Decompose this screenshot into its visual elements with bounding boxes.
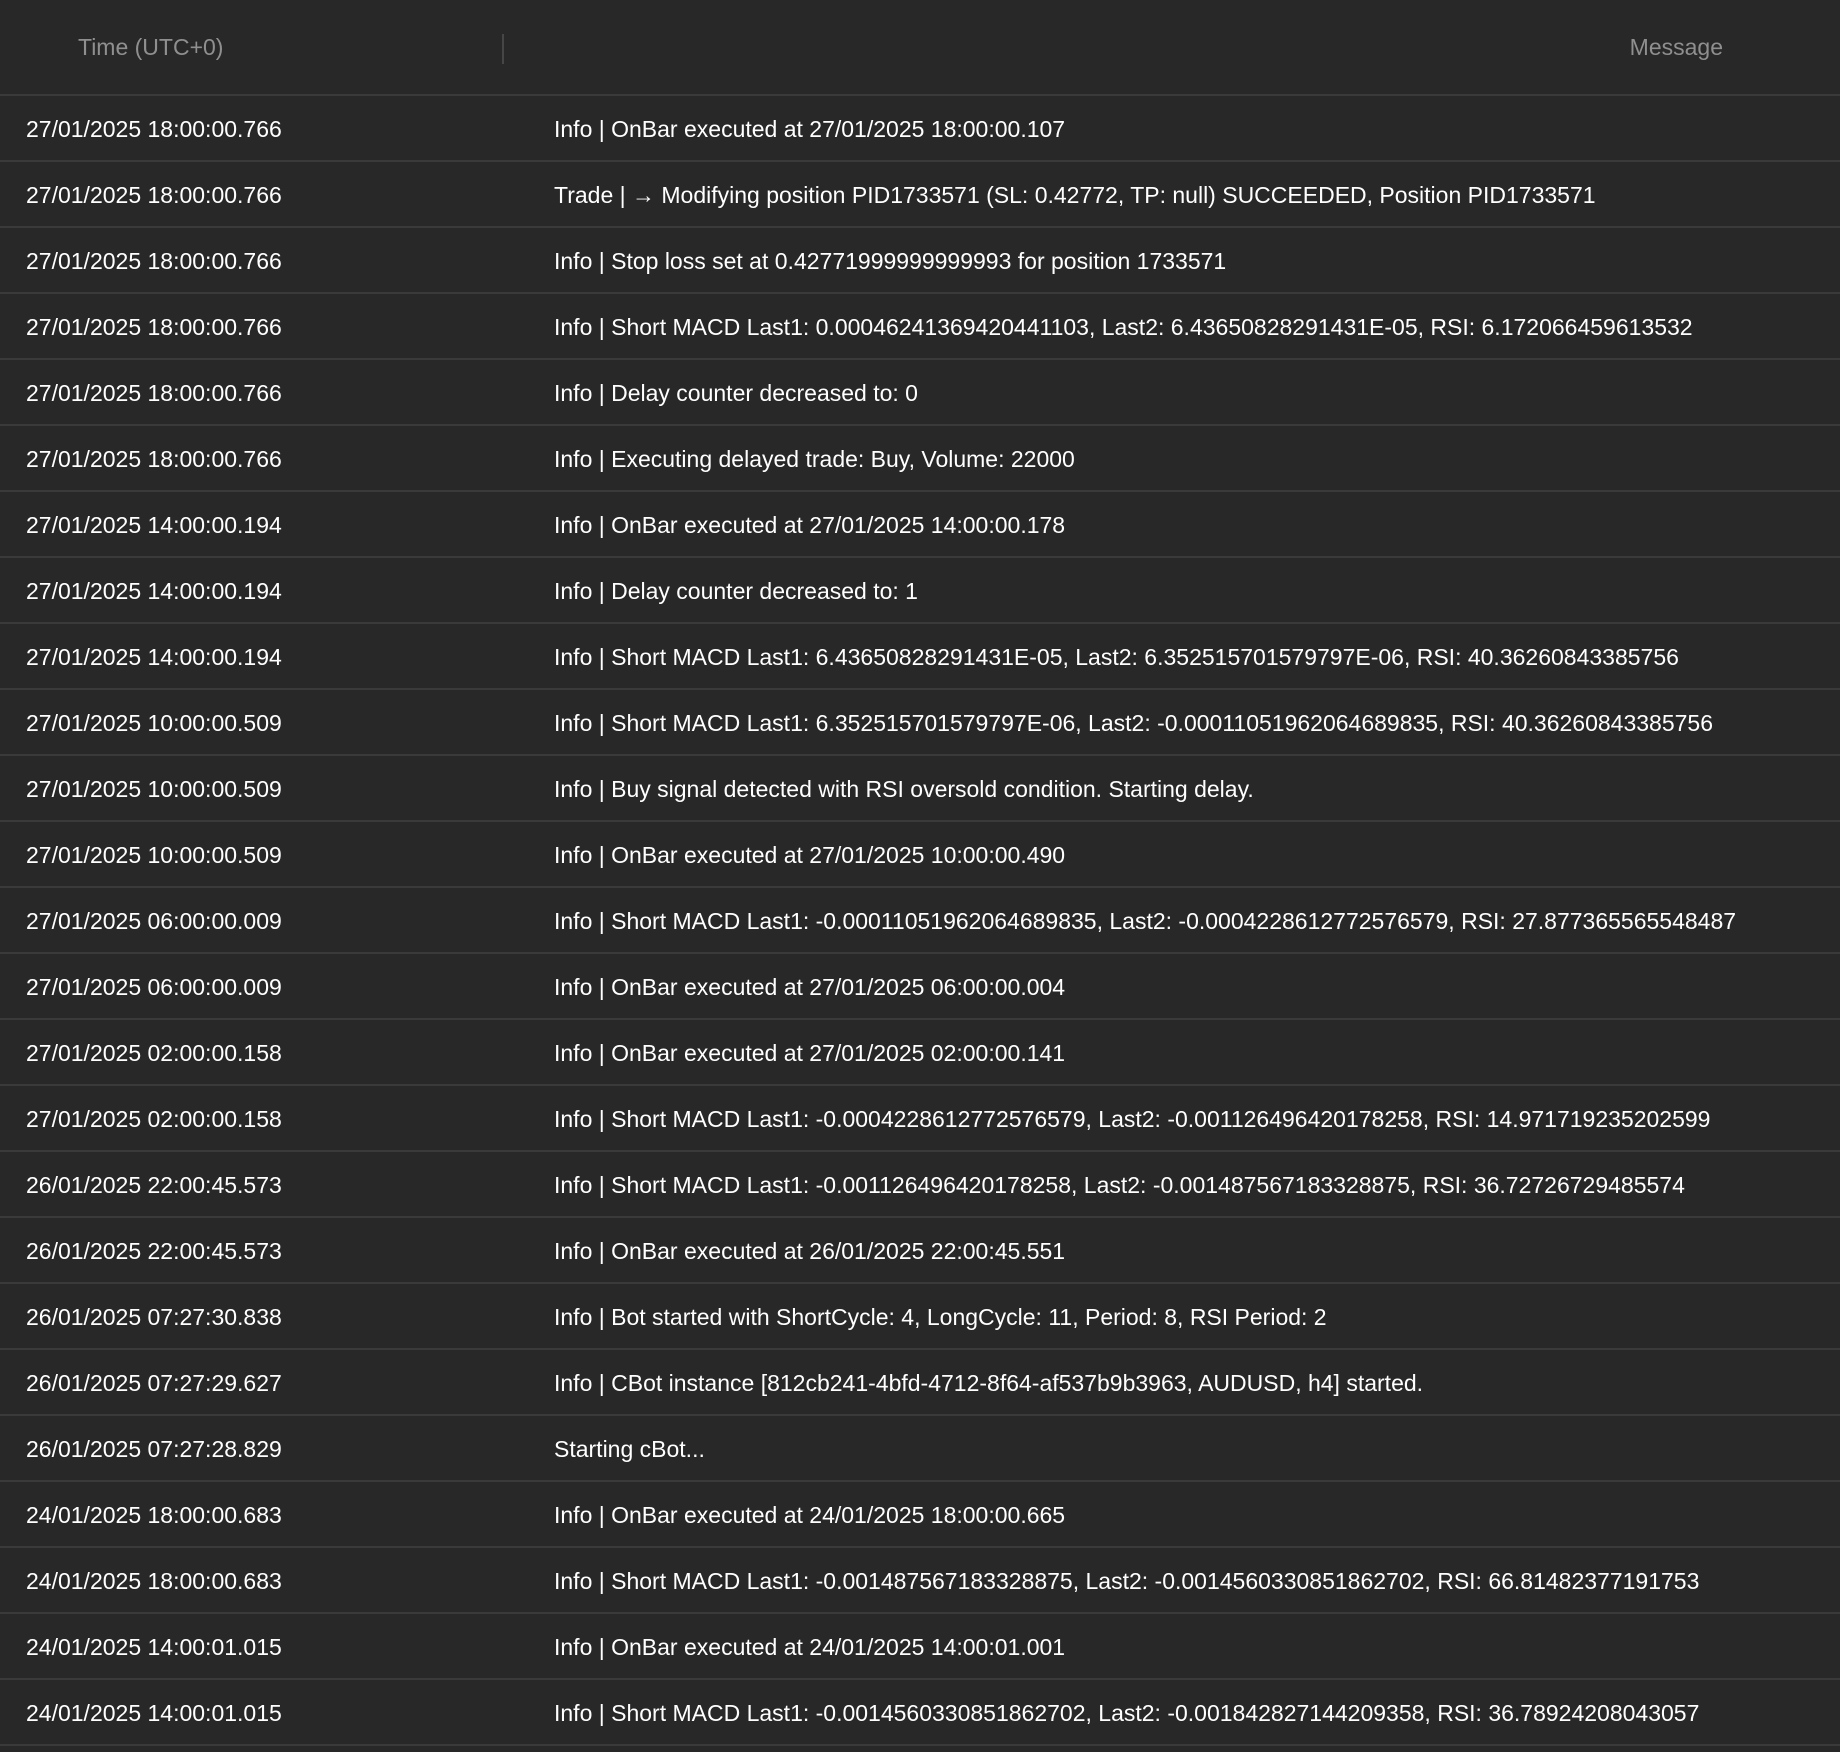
log-row[interactable] xyxy=(0,1086,1840,1152)
column-resize-divider[interactable] xyxy=(502,34,504,64)
log-message-cell: Info | Executing delayed trade: Buy, Volume: 22000 xyxy=(554,446,1075,472)
log-row[interactable] xyxy=(0,228,1840,294)
log-time-cell: 26/01/2025 07:27:29.627 xyxy=(26,1370,282,1396)
log-time-cell: 27/01/2025 02:00:00.158 xyxy=(26,1040,282,1066)
log-time-cell: 24/01/2025 14:00:01.015 xyxy=(26,1634,282,1660)
log-message-cell: Info | OnBar executed at 27/01/2025 10:00:00.490 xyxy=(554,842,1066,868)
log-message-cell: Info | Delay counter decreased to: 0 xyxy=(554,380,918,406)
log-time-cell: 27/01/2025 14:00:00.194 xyxy=(26,512,282,538)
log-row[interactable] xyxy=(0,1218,1840,1284)
log-message-cell: Info | Stop loss set at 0.42771999999999993 for position 1733571 xyxy=(554,248,1227,274)
log-time-cell: 27/01/2025 10:00:00.509 xyxy=(26,776,282,802)
log-time-cell: 27/01/2025 06:00:00.009 xyxy=(26,908,282,934)
log-time-cell: 27/01/2025 18:00:00.766 xyxy=(26,182,282,208)
log-row[interactable] xyxy=(0,954,1840,1020)
log-rows xyxy=(0,96,1840,1746)
log-row[interactable] xyxy=(0,822,1840,888)
log-row[interactable] xyxy=(0,756,1840,822)
log-time-cell: 27/01/2025 18:00:00.766 xyxy=(26,446,282,472)
log-row[interactable] xyxy=(0,1152,1840,1218)
log-time-cell: 26/01/2025 07:27:28.829 xyxy=(26,1436,282,1462)
log-message-cell: Info | Short MACD Last1: 6.352515701579797E-06, Last2: -0.00011051962064689835, RSI: 40.36260843385756 xyxy=(554,710,1714,736)
log-message-cell: Info | OnBar executed at 27/01/2025 06:00:00.004 xyxy=(554,974,1066,1000)
log-time-cell: 26/01/2025 22:00:45.573 xyxy=(26,1172,282,1198)
log-time-cell: 24/01/2025 14:00:01.015 xyxy=(26,1700,282,1726)
log-time-cell: 27/01/2025 10:00:00.509 xyxy=(26,710,282,736)
log-message-cell: Info | OnBar executed at 24/01/2025 14:00:01.001 xyxy=(554,1634,1066,1660)
log-row[interactable] xyxy=(0,1020,1840,1086)
log-message-cell: Info | Buy signal detected with RSI oversold condition. Starting delay. xyxy=(554,776,1254,802)
log-time-cell: 27/01/2025 06:00:00.009 xyxy=(26,974,282,1000)
log-message-cell: Info | OnBar executed at 27/01/2025 02:00:00.141 xyxy=(554,1040,1066,1066)
log-message-cell: Info | Short MACD Last1: -0.0004228612772576579, Last2: -0.001126496420178258, RSI: 14.971719235202599 xyxy=(554,1106,1711,1132)
log-time-cell: 27/01/2025 02:00:00.158 xyxy=(26,1106,282,1132)
log-time-cell: 27/01/2025 18:00:00.766 xyxy=(26,314,282,340)
log-time-cell: 27/01/2025 18:00:00.766 xyxy=(26,380,282,406)
log-message-cell: Info | Short MACD Last1: -0.001487567183328875, Last2: -0.0014560330851862702, RSI: 66.81482377191753 xyxy=(554,1568,1700,1594)
log-time-cell: 26/01/2025 07:27:30.838 xyxy=(26,1304,282,1330)
log-time-cell: 27/01/2025 14:00:00.194 xyxy=(26,644,282,670)
log-message-cell: Info | Bot started with ShortCycle: 4, LongCycle: 11, Period: 8, RSI Period: 2 xyxy=(554,1304,1327,1330)
log-message-cell: Info | OnBar executed at 26/01/2025 22:00:45.551 xyxy=(554,1238,1066,1264)
log-row[interactable] xyxy=(0,1350,1840,1416)
log-time-cell: 24/01/2025 18:00:00.683 xyxy=(26,1502,282,1528)
log-row[interactable] xyxy=(0,96,1840,162)
log-message-cell: Info | Short MACD Last1: 6.43650828291431E-05, Last2: 6.352515701579797E-06, RSI: 40.36260843385756 xyxy=(554,644,1679,670)
log-message-cell: Info | CBot instance [812cb241-4bfd-4712-8f64-af537b9b3963, AUDUSD, h4] started. xyxy=(554,1370,1424,1396)
log-row[interactable] xyxy=(0,624,1840,690)
log-row[interactable] xyxy=(0,360,1840,426)
log-message-cell: Info | Short MACD Last1: -0.001126496420178258, Last2: -0.001487567183328875, RSI: 36.72726729485574 xyxy=(554,1172,1685,1198)
log-row[interactable] xyxy=(0,690,1840,756)
log-message-cell: Trade | → Modifying position PID1733571 (SL: 0.42772, TP: null) SUCCEEDED, Position PID1733571 xyxy=(554,182,1596,208)
log-message-cell: Info | Short MACD Last1: -0.0014560330851862702, Last2: -0.001842827144209358, RSI: 36.78924208043057 xyxy=(554,1700,1700,1726)
log-row[interactable] xyxy=(0,1680,1840,1746)
log-time-cell: 27/01/2025 18:00:00.766 xyxy=(26,116,282,142)
log-row[interactable] xyxy=(0,492,1840,558)
log-message-cell: Info | OnBar executed at 27/01/2025 14:00:00.178 xyxy=(554,512,1066,538)
log-row[interactable] xyxy=(0,294,1840,360)
log-row[interactable] xyxy=(0,162,1840,228)
log-row[interactable] xyxy=(0,426,1840,492)
log-message-cell: Info | OnBar executed at 27/01/2025 18:00:00.107 xyxy=(554,116,1066,142)
log-row[interactable] xyxy=(0,1482,1840,1548)
time-column-header[interactable]: Time (UTC+0) xyxy=(78,34,224,60)
log-message-cell: Info | Short MACD Last1: -0.00011051962064689835, Last2: -0.0004228612772576579, RSI: 27.877365565548487 xyxy=(554,908,1737,934)
log-message-cell: Info | Short MACD Last1: 0.00046241369420441103, Last2: 6.43650828291431E-05, RSI: 6.172066459613532 xyxy=(554,314,1693,340)
log-time-cell: 27/01/2025 10:00:00.509 xyxy=(26,842,282,868)
log-time-cell: 27/01/2025 14:00:00.194 xyxy=(26,578,282,604)
log-message-cell: Info | OnBar executed at 24/01/2025 18:00:00.665 xyxy=(554,1502,1066,1528)
log-time-cell: 27/01/2025 18:00:00.766 xyxy=(26,248,282,274)
log-time-cell: 26/01/2025 22:00:45.573 xyxy=(26,1238,282,1264)
log-row[interactable] xyxy=(0,1548,1840,1614)
log-row[interactable] xyxy=(0,1614,1840,1680)
log-message-cell: Starting cBot... xyxy=(554,1436,705,1462)
log-row[interactable] xyxy=(0,1284,1840,1350)
message-column-header[interactable]: Message xyxy=(1629,34,1723,60)
log-message-cell: Info | Delay counter decreased to: 1 xyxy=(554,578,918,604)
log-table-header xyxy=(0,0,1840,96)
log-row[interactable] xyxy=(0,888,1840,954)
log-row[interactable] xyxy=(0,1416,1840,1482)
log-time-cell: 24/01/2025 18:00:00.683 xyxy=(26,1568,282,1594)
log-row[interactable] xyxy=(0,558,1840,624)
